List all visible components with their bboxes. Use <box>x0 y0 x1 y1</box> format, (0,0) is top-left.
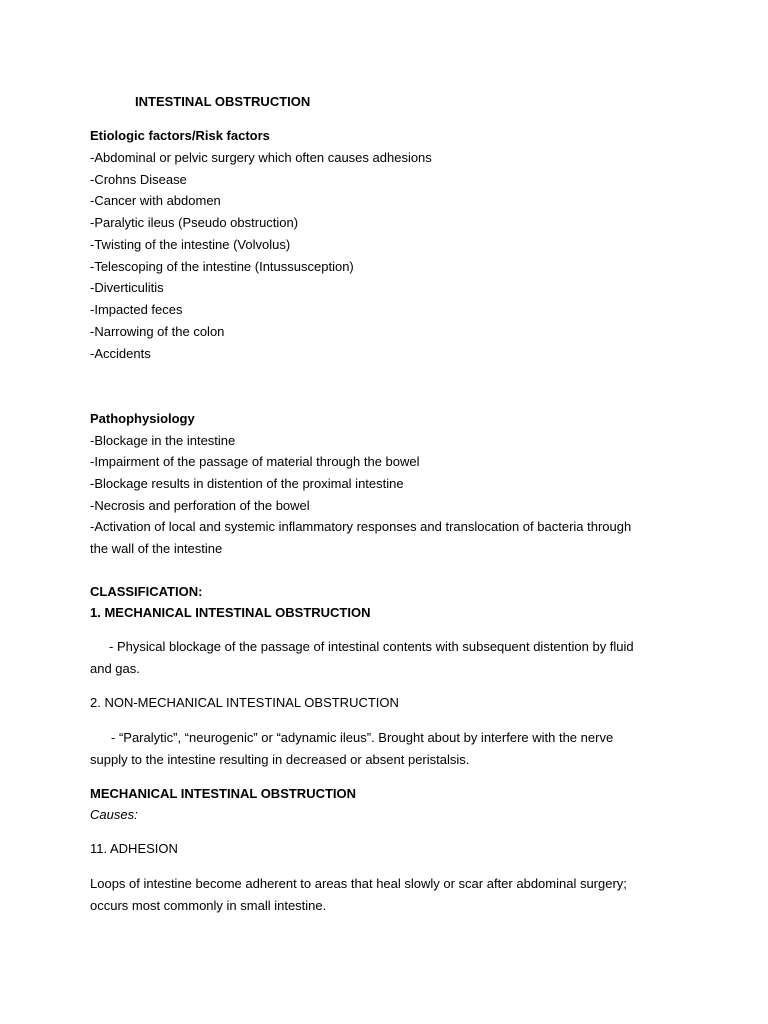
pathophysiology-heading: Pathophysiology <box>90 411 195 426</box>
risk-factor-item: -Telescoping of the intestine (Intussusception) <box>90 259 354 274</box>
adhesion-heading: 11. ADHESION <box>90 841 178 856</box>
classification-heading: CLASSIFICATION: <box>90 584 203 599</box>
mechanical-heading: MECHANICAL INTESTINAL OBSTRUCTION <box>90 786 357 801</box>
pathophysiology-item: -Activation of local and systemic inflammatory responses and translocation of bacteria through <box>90 519 632 534</box>
risk-factor-item: -Accidents <box>90 346 151 361</box>
risk-factor-item: -Narrowing of the colon <box>90 324 225 339</box>
risk-factor-item: -Twisting of the intestine (Volvolus) <box>90 237 291 252</box>
document-title: INTESTINAL OBSTRUCTION <box>135 94 311 109</box>
pathophysiology-item: the wall of the intestine <box>90 541 223 556</box>
risk-factor-item: -Paralytic ileus (Pseudo obstruction) <box>90 215 299 230</box>
adhesion-description: occurs most commonly in small intestine. <box>90 898 327 913</box>
pathophysiology-item: -Necrosis and perforation of the bowel <box>90 498 310 513</box>
pathophysiology-item: -Impairment of the passage of material through the bowel <box>90 454 420 469</box>
risk-factor-item: -Diverticulitis <box>90 280 164 295</box>
class2-heading: 2. NON-MECHANICAL INTESTINAL OBSTRUCTION <box>90 695 399 710</box>
class1-description: and gas. <box>90 661 140 676</box>
class1-heading: 1. MECHANICAL INTESTINAL OBSTRUCTION <box>90 605 371 620</box>
risk-factor-item: -Cancer with abdomen <box>90 193 221 208</box>
adhesion-description: Loops of intestine become adherent to areas that heal slowly or scar after abdominal surgery; <box>90 876 627 891</box>
risk-factor-item: -Impacted feces <box>90 302 183 317</box>
causes-label: Causes: <box>90 807 138 822</box>
class2-description: - “Paralytic”, “neurogenic” or “adynamic ileus”. Brought about by interfere with the nerve <box>111 730 614 745</box>
pathophysiology-item: -Blockage in the intestine <box>90 433 236 448</box>
pathophysiology-item: -Blockage results in distention of the proximal intestine <box>90 476 404 491</box>
class2-description: supply to the intestine resulting in decreased or absent peristalsis. <box>90 752 470 767</box>
risk-factors-heading: Etiologic factors/Risk factors <box>90 128 270 143</box>
class1-description: - Physical blockage of the passage of intestinal contents with subsequent distention by fluid <box>109 639 634 654</box>
risk-factor-item: -Abdominal or pelvic surgery which often causes adhesions <box>90 150 432 165</box>
risk-factor-item: -Crohns Disease <box>90 172 187 187</box>
